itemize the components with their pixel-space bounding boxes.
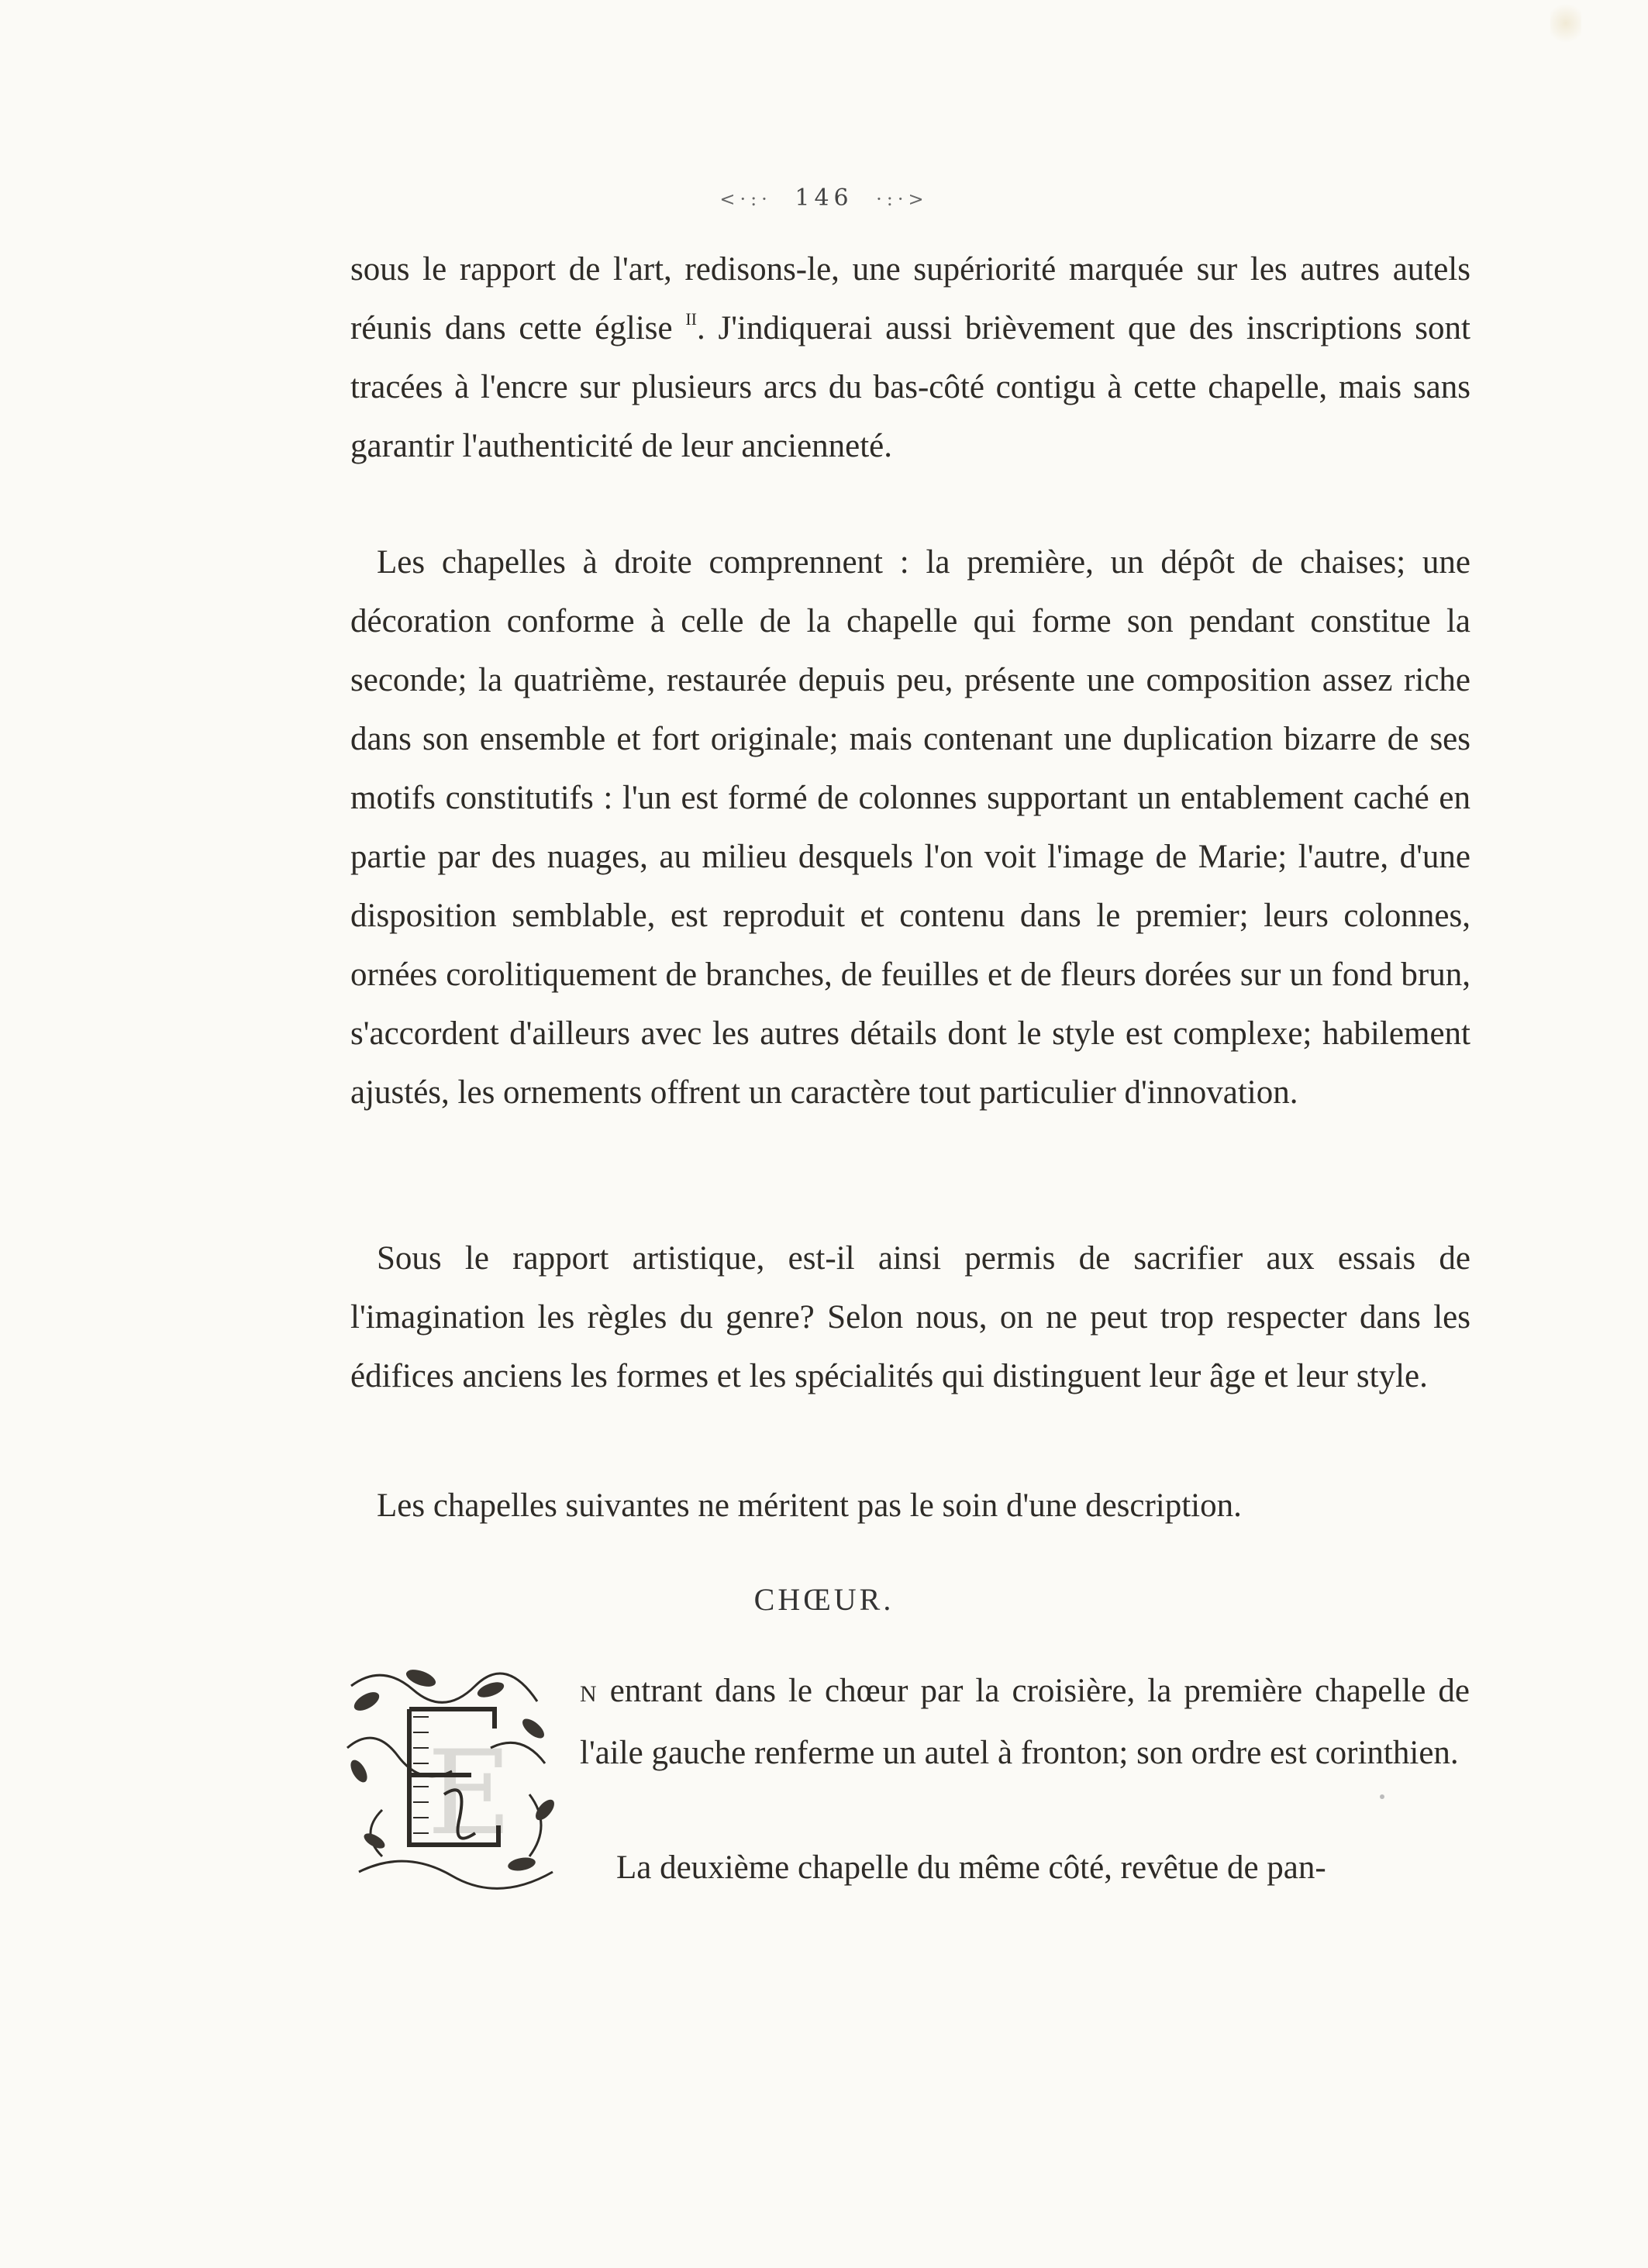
paragraph-deuxieme-chapelle: La deuxième chapelle du même côté, revêtue de pan-: [616, 1849, 1326, 1886]
ink-speck: [1380, 1794, 1384, 1799]
choeur-paragraph: [580, 1662, 1470, 1783]
paragraph-text: Les chapelles à droite comprennent : la première, un dépôt de chaises; une décoration conforme à celle de la chapelle qui forme son pendant constitue la seconde; la quatrième, restaurée depuis peu, présente une composition assez riche dans son ensemble et fort originale; mais contenant une duplication bizarre de ses motifs constitutifs : l'un est formé de colonnes supportant un entablement caché en partie par des nuages, au milieu desquels l'on voit l'image de Marie; l'autre, d'une disposition semblable, est reproduit et contenu dans le premier; leurs colonnes, ornées corolitiquement de branches, de feuilles et de fleurs dorées sur un fond brun, s'accordent d'ailleurs avec les autres détails dont le style est complexe; habilement ajustés, les ornements offrent un caractère tout particulier d'innovation.: [350, 544, 1470, 1111]
paragraph-text: entrant dans le chœur par la croisière, la première chapelle de l'aile gauche renferme un autel à fronton; son ordre est corinthien.: [580, 1673, 1470, 1771]
paragraph-text-cont: . J'indiquerai aussi brièvement que des inscriptions sont tracées à l'encre sur plusieurs arcs du bas-côté contigu à cette chapelle, mais sans garantir l'authenticité de leur ancienneté.: [350, 310, 1470, 464]
paragraph-rapport-artistique: [350, 1229, 1470, 1406]
ornamental-initial-graphic: [336, 1655, 568, 1895]
paragraph-text: Sous le rapport artistique, est-il ainsi permis de sacrifier aux essais de l'imagination les règles du genre? Selon nous, on ne peut trop respecter dans les édifices anciens les formes et les spécialités qui distinguent leur âge et leur style.: [350, 1240, 1470, 1394]
ornamental-initial: [336, 1655, 568, 1895]
left-ornament: <·:·: [719, 188, 772, 210]
paragraph-text: Les chapelles suivantes ne méritent pas le soin d'une description.: [377, 1487, 1242, 1524]
initial-letter: E: [427, 1726, 512, 1861]
paragraph-text: sous le rapport de l'art, redisons-le, une supériorité marquée sur les autres autels réunis dans cette église: [350, 251, 1470, 346]
paper-stain: [1550, 0, 1581, 47]
paragraph-chapelles-suivantes: [350, 1477, 1470, 1536]
initial-rest: N: [580, 1681, 598, 1707]
right-ornament: ·:·>: [876, 188, 929, 210]
footnote-ref: II: [685, 309, 698, 329]
page-number: 146: [795, 184, 853, 212]
page-header: [0, 184, 1648, 212]
paragraph-chapelles-droite: [350, 533, 1470, 1122]
section-title: CHŒUR.: [753, 1582, 895, 1617]
paragraph-continuation: [350, 240, 1470, 476]
